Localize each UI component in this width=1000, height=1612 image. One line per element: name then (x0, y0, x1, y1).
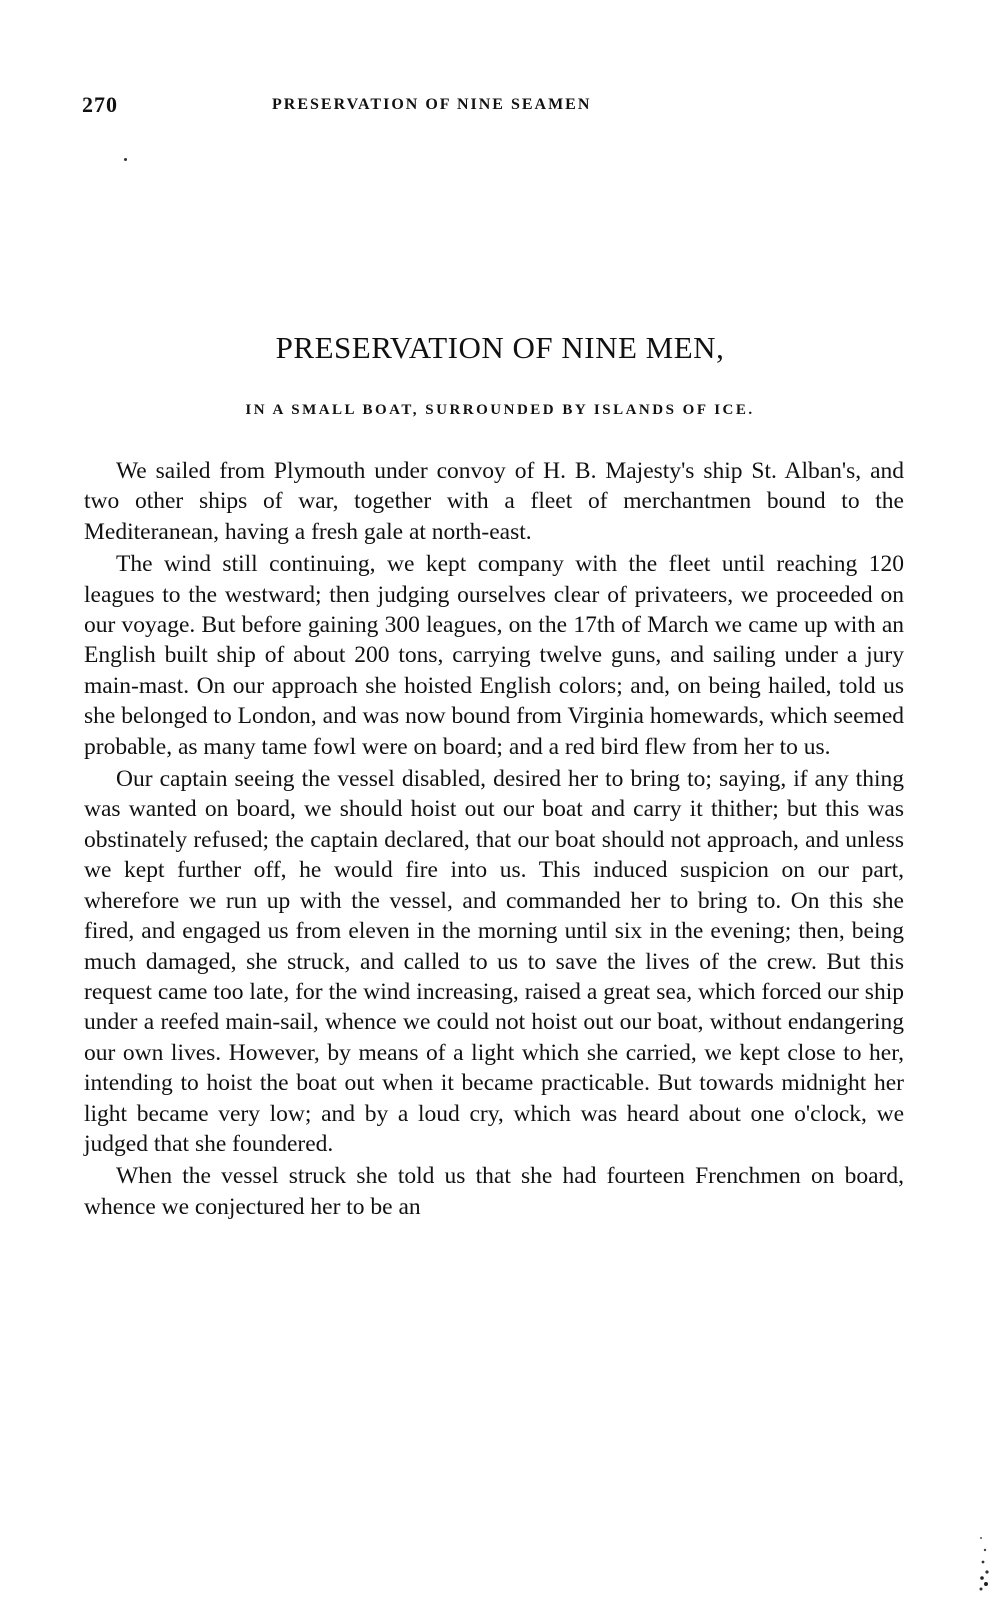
chapter-subtitle: IN A SMALL BOAT, SURROUNDED BY ISLANDS OF ICE. (245, 402, 755, 418)
paragraph: When the vessel struck she told us that she had fourteen Frenchmen on board, whence we conjectured her to be an (84, 1163, 904, 1220)
page-number: 270 (82, 92, 118, 117)
paragraph: Our captain seeing the vessel disabled, desired her to bring to; saying, if any thing was wanted on board, we should hoist out our boat and carry it thither; but this was obstinately refused; the captain declared, that our boat should not approach, and unless we kept further off, he would fire into us. This induced suspicion on our part, wherefore we run up with the vessel, and commanded her to bring to. On this she fired, and engaged us from eleven in the morning until six in the evening; then, being much damaged, she struck, and called to us to save the lives of the crew. But this request came too late, for the wind increasing, raised a great sea, which forced our ship under a reefed main-sail, whence we could not hoist out our boat, without endangering our own lives. However, by means of a light which she carried, we kept close to her, intending to hoist the boat out when it became practicable. But towards midnight her light became very low; and by a loud cry, which was heard about one o'clock, we judged that she foundered. (84, 766, 904, 1157)
paragraph: We sailed from Plymouth under convoy of H. B. Majesty's ship St. Alban's, and two other ships of war, together with a fleet of merchantmen bound to the Mediteranean, having a fresh gale at north-east. (84, 458, 904, 545)
ink-speck (124, 158, 127, 161)
paragraph: The wind still continuing, we kept company with the fleet until reaching 120 leagues to the westward; then judging ourselves clear of privateers, we proceeded on our voyage. But before gaining 300 leagues, on the 17th of March we came up with an English built ship of about 200 tons, carrying twelve guns, and sailing under a jury main-mast. On our approach she hoisted English colors; and, on being hailed, told us she belonged to London, and was now bound from Virginia homewards, which seemed probable, as many tame fowl were on board; and a red bird flew from her to us. (84, 551, 904, 760)
chapter-title: PRESERVATION OF NINE MEN, (275, 330, 725, 365)
body-text (84, 456, 904, 1224)
running-head (82, 92, 902, 122)
running-title: PRESERVATION OF NINE SEAMEN (272, 96, 592, 113)
scan-artifact (978, 1532, 990, 1592)
